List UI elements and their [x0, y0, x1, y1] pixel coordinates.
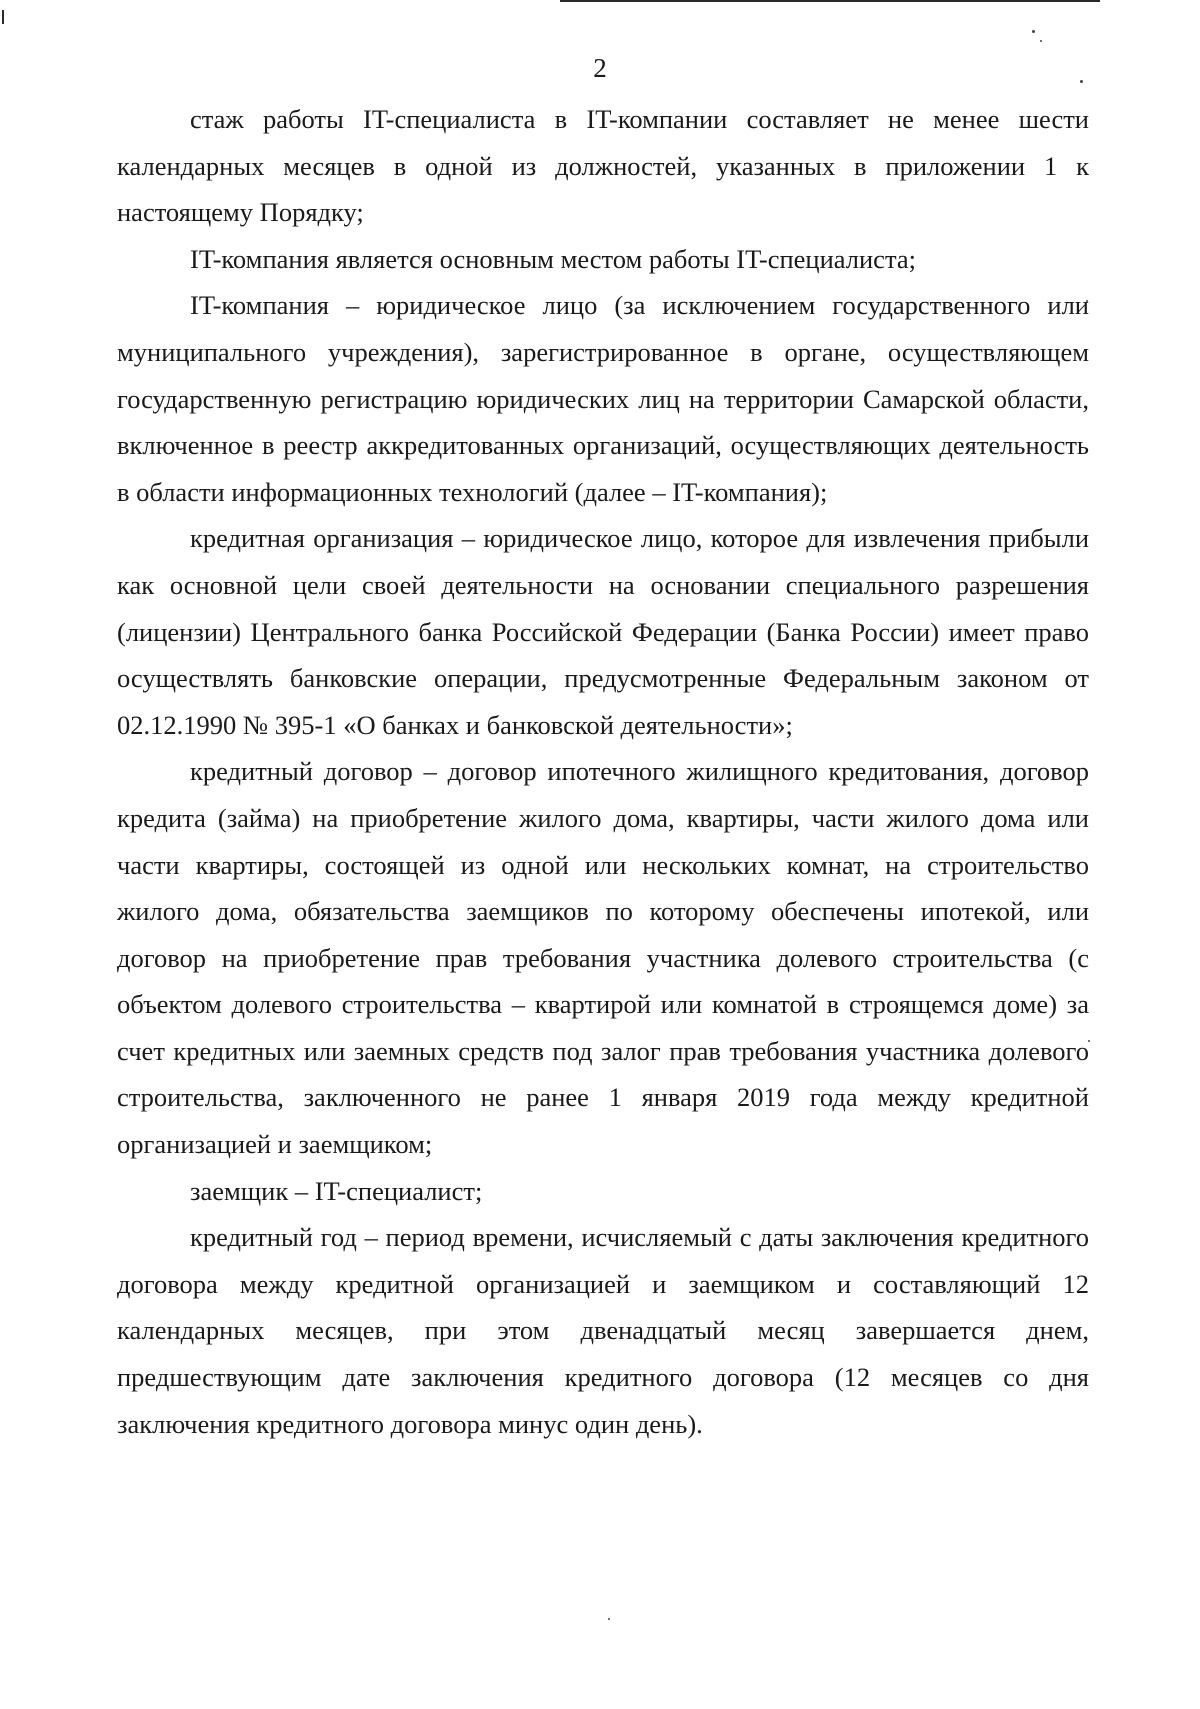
scan-top-border [560, 0, 1100, 2]
scan-speck [608, 1618, 610, 1620]
paragraph-credit-agreement-definition: кредитный договор – договор ипотечного жилищного кредитования, договор кредита (займа) на приобретение жилого дома, квартиры, части жилого дома или части квартиры, состоящей из одной или нескольких комнат, на строительство жилого дома, обязательства заемщиков по которому обеспечены ипотекой, или договор на приобретение прав требования участника долевого строительства (с объектом долевого строительства – квартирой или комнатой в строящемся доме) за счет кредитных или заемных средств под залог прав требования участника долевого строительства, заключенного не ранее 1 января 2019 года между кредитной организацией и заемщиком; [117, 756, 1089, 1160]
page-number: 2 [593, 53, 607, 83]
document-body [117, 96, 1089, 1447]
paragraph-credit-organization-definition: кредитная организация – юридическое лицо, которое для извлечения прибыли как основной цели своей деятельности на основании специального разрешения (лицензии) Центрального банка Российской Федерации (Банка России) имеет право осуществлять банковские операции, предусмотренные Федеральным законом от 02.12.1990 № 395-1 «О банках и банковской деятельности»; [117, 523, 1089, 740]
paragraph-main-workplace: IT-компания является основным местом работы IT-специалиста; [190, 243, 916, 274]
paragraph-it-experience: стаж работы IT-специалиста в IT-компании составляет не менее шести календарных месяцев в одной из должностей, указанных в приложении 1 к настоящему Порядку; [117, 104, 1089, 228]
scan-speck [1032, 30, 1035, 33]
paragraph-credit-year-definition: кредитный год – период времени, исчисляемый с даты заключения кредитного договора между кредитной организацией и заемщиком и составляющий 12 календарных месяцев, при этом двенадцатый месяц завершается днем, предшествующим дате заключения кредитного договора (12 месяцев со дня заключения кредитного договора минус один день). [117, 1222, 1089, 1439]
paragraph-borrower-definition: заемщик – IT-специалист; [190, 1175, 483, 1206]
scan-edge-mark [2, 10, 4, 24]
scan-speck [1040, 40, 1042, 42]
paragraph-it-company-definition: IT-компания – юридическое лицо (за исключением государственного или муниципального учреждения), зарегистрированное в органе, осуществляющем государственную регистрацию юридических лиц на территории Самарской области, включенное в реестр аккредитованных организаций, осуществляющих деятельность в области информационных технологий (далее – IT-компания); [117, 290, 1089, 507]
